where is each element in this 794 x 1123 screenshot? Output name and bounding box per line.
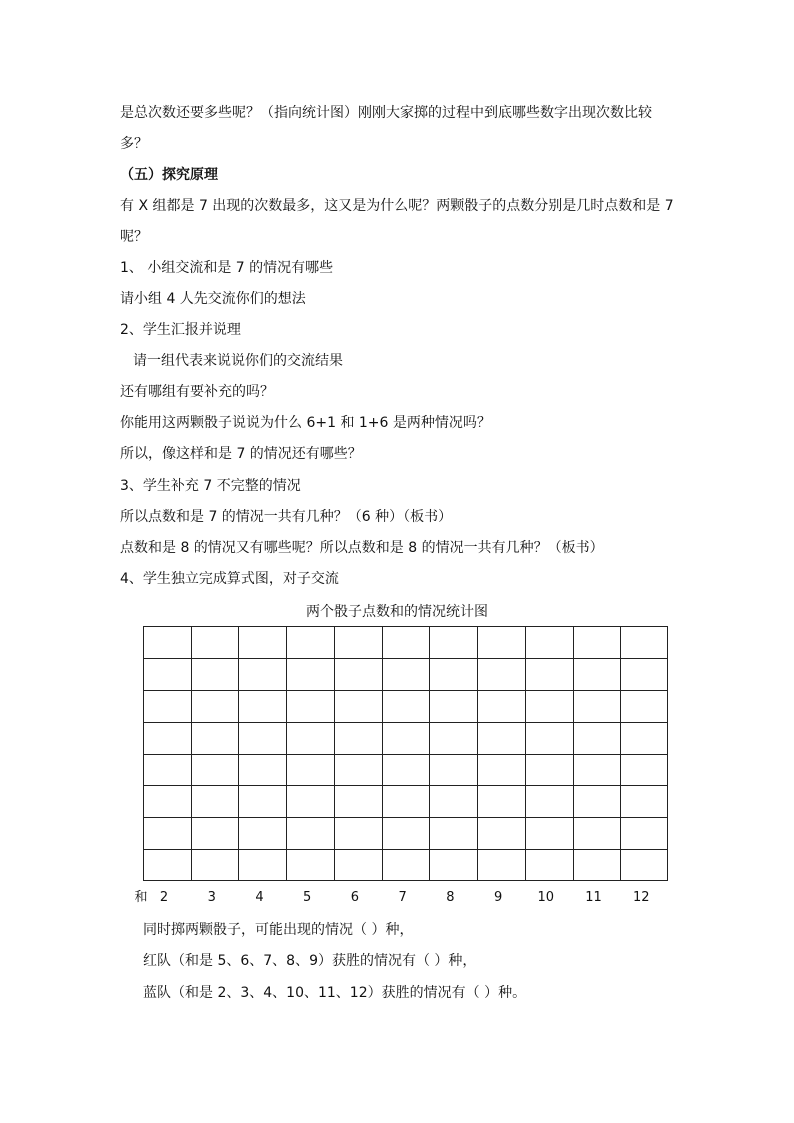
- step-3: 3、学生补充 7 不完整的情况: [120, 478, 301, 494]
- x-tick-label: 2: [159, 890, 169, 905]
- step-2-detail: 请一组代表来说说你们的交流结果: [133, 353, 343, 369]
- x-tick-label: 12: [632, 890, 650, 905]
- step-4: 4、学生独立完成算式图，对子交流: [120, 571, 339, 587]
- step-1: 1、 小组交流和是 7 的情况有哪些: [120, 260, 334, 276]
- x-tick-label: 9: [493, 890, 503, 905]
- x-tick-label: 8: [446, 890, 455, 905]
- step-1-detail: 请小组 4 人先交流你们的想法: [120, 291, 306, 307]
- grid-row-line: [144, 658, 667, 659]
- question-red-team: 红队（和是 5、6、7、8、9）获胜的情况有（ ）种，: [143, 953, 477, 969]
- question-line: 你能用这两颗骰子说说为什么 6+1 和 1+6 是两种情况吗？: [120, 415, 491, 431]
- x-tick-label: 5: [303, 890, 312, 905]
- paragraph-line: 多？: [120, 136, 148, 152]
- x-tick-label: 4: [255, 890, 264, 905]
- question-line: 所以点数和是 7 的情况一共有几种？（6 种）（板书）: [120, 509, 453, 525]
- grid-row-line: [144, 722, 667, 723]
- step-2: 2、学生汇报并说理: [120, 322, 241, 338]
- grid-row-line: [144, 785, 667, 786]
- x-tick-label: 3: [207, 890, 216, 905]
- paragraph-line: 有 X 组都是 7 出现的次数最多，这又是为什么呢？两颗骰子的点数分别是几时点数和是 7: [120, 198, 674, 214]
- paragraph-line: 呢？: [120, 229, 148, 245]
- chart-grid: [143, 626, 668, 881]
- question-line: 所以，像这样和是 7 的情况还有哪些？: [120, 446, 362, 462]
- x-tick-label: 10: [537, 890, 555, 905]
- section-heading: （五）探究原理: [120, 167, 218, 183]
- grid-row-line: [144, 754, 667, 755]
- chart-title: 两个骰子点数和的情况统计图: [306, 604, 488, 620]
- question-line: 还有哪组有要补充的吗？: [120, 384, 274, 400]
- grid-row-line: [144, 690, 667, 691]
- question-line: 点数和是 8 的情况又有哪些呢？所以点数和是 8 的情况一共有几种？（板书）: [120, 540, 604, 556]
- grid-row-line: [144, 849, 667, 850]
- x-axis-label: 和: [134, 890, 148, 905]
- question-total: 同时掷两颗骰子，可能出现的情况（ ）种，: [143, 922, 414, 938]
- question-blue-team: 蓝队（和是 2、3、4、10、11、12）获胜的情况有（ ）种。: [143, 985, 527, 1001]
- grid-row-line: [144, 817, 667, 818]
- paragraph-line: 是总次数还要多些呢？（指向统计图）刚刚大家掷的过程中到底哪些数字出现次数比较: [120, 105, 652, 121]
- x-tick-label: 6: [350, 890, 360, 905]
- x-tick-label: 11: [585, 890, 602, 905]
- x-tick-label: 7: [398, 890, 407, 905]
